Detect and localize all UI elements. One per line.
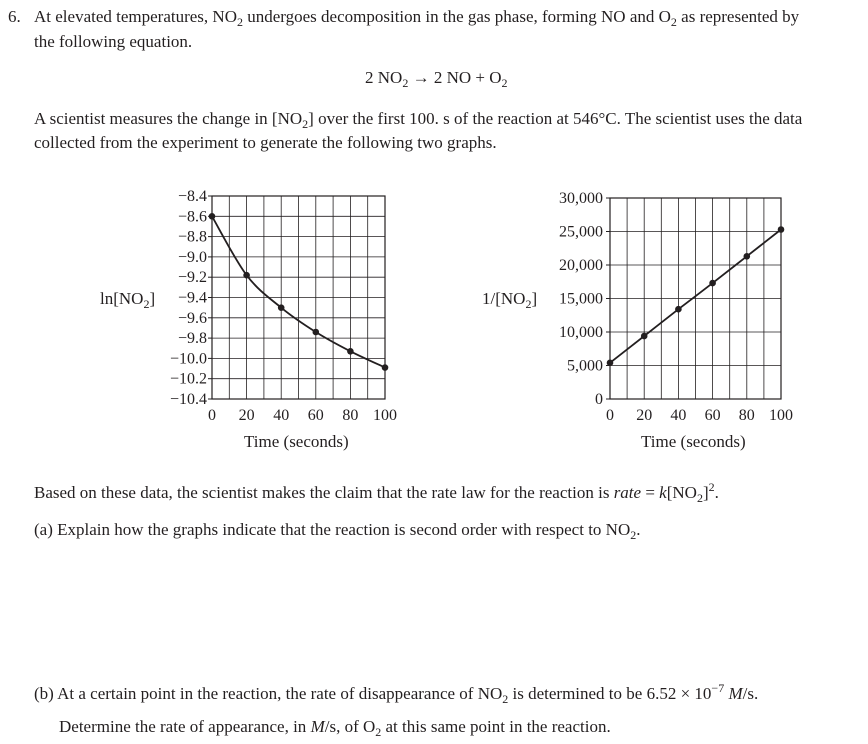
chart2-data-point [778, 226, 785, 233]
question-intro-line2: the following equation. [34, 32, 193, 51]
chart1-y-tick-label: −8.8 [177, 228, 207, 246]
chart1-y-tick-label: −10.0 [169, 350, 207, 368]
chart1-x-tick-label: 80 [342, 407, 359, 424]
chart2-x-tick-label: 80 [738, 407, 755, 424]
measurement-line1: A scientist measures the change in $[NO_2]$ over the first 100. s of the reaction at 546°C. The scientist uses the data [34, 109, 803, 131]
chart1-y-tick-label: −9.6 [177, 309, 207, 327]
measurement-line2: collected from the experiment to generate the following two graphs. [34, 133, 497, 152]
graph2-y-axis-label: $1/[NO_2]$ [482, 289, 538, 311]
part-b-prompt-line2: Determine the rate of appearance, in M/s, of $O_2$ at this same point in the reaction. [59, 717, 611, 739]
chart2-y-tick-label: 15,000 [559, 290, 603, 308]
graph1-x-axis-label: Time (seconds) [244, 432, 349, 451]
chart1-y-tick-label: −8.4 [177, 188, 207, 205]
chart2-data-point [709, 280, 716, 287]
chart1-x-tick-label: 0 [208, 407, 216, 424]
chart2-y-tick-label: 25,000 [559, 223, 603, 241]
chart2-data-point [675, 306, 682, 313]
chart1-y-tick-label: −9.0 [177, 248, 207, 266]
chart1-y-tick-label: −9.8 [177, 330, 207, 348]
part-b-prompt-line1: (b) At a certain point in the reaction, the rate of disappearance of $NO_2$ is determined to be $6.52 \times 10^{-7}$ M/s. [34, 681, 759, 706]
chart1-x-tick-label: 100 [373, 407, 397, 424]
part-a-prompt: (a) Explain how the graphs indicate that the reaction is second order with respect to $NO_2$. [34, 520, 641, 542]
chart2-data-point [641, 333, 648, 340]
chart1-y-tick-label: −9.2 [177, 269, 207, 287]
chart1-x-tick-label: 40 [273, 407, 290, 424]
chart2-x-tick-label: 40 [670, 407, 687, 424]
chart1-x-tick-label: 20 [238, 407, 255, 424]
chart2-y-tick-label: 0 [595, 391, 603, 408]
graph2-x-axis-label: Time (seconds) [641, 432, 746, 451]
chart1-y-tick-label: −10.2 [169, 370, 207, 388]
chart1-x-tick-label: 60 [307, 407, 324, 424]
chart2-data-point [744, 253, 751, 260]
chart1-y-tick-label: −9.4 [177, 289, 207, 307]
chart2-data-point [607, 360, 614, 367]
chart2-x-tick-label: 60 [704, 407, 721, 424]
chart2-y-tick-label: 5,000 [567, 357, 603, 375]
chart2-y-tick-label: 10,000 [559, 324, 603, 341]
graph1-y-axis-label: $\ln[NO_2]$ [100, 289, 156, 311]
chart2-y-tick-label: 30,000 [559, 190, 603, 207]
chart2-y-tick-label: 20,000 [559, 257, 603, 274]
rate-law-claim: Based on these data, the scientist makes the claim that the rate law for the reaction is rate = $k[NO_2]^2$. [34, 480, 719, 505]
chart1-y-tick-label: −10.4 [169, 391, 207, 408]
chart2-x-tick-label: 0 [606, 407, 614, 424]
chart2-x-tick-label: 100 [769, 407, 793, 424]
question-number: 6. [8, 7, 21, 26]
reaction-equation: 2 $NO_2 \to 2$ NO + $O_2$ [365, 68, 508, 90]
question-intro-line1: At elevated temperatures, $NO_2$ undergoes decomposition in the gas phase, forming NO and $O_2$ as represented by [34, 7, 800, 29]
chart1-y-tick-label: −8.6 [177, 208, 207, 226]
chart2-x-tick-label: 20 [636, 407, 653, 424]
